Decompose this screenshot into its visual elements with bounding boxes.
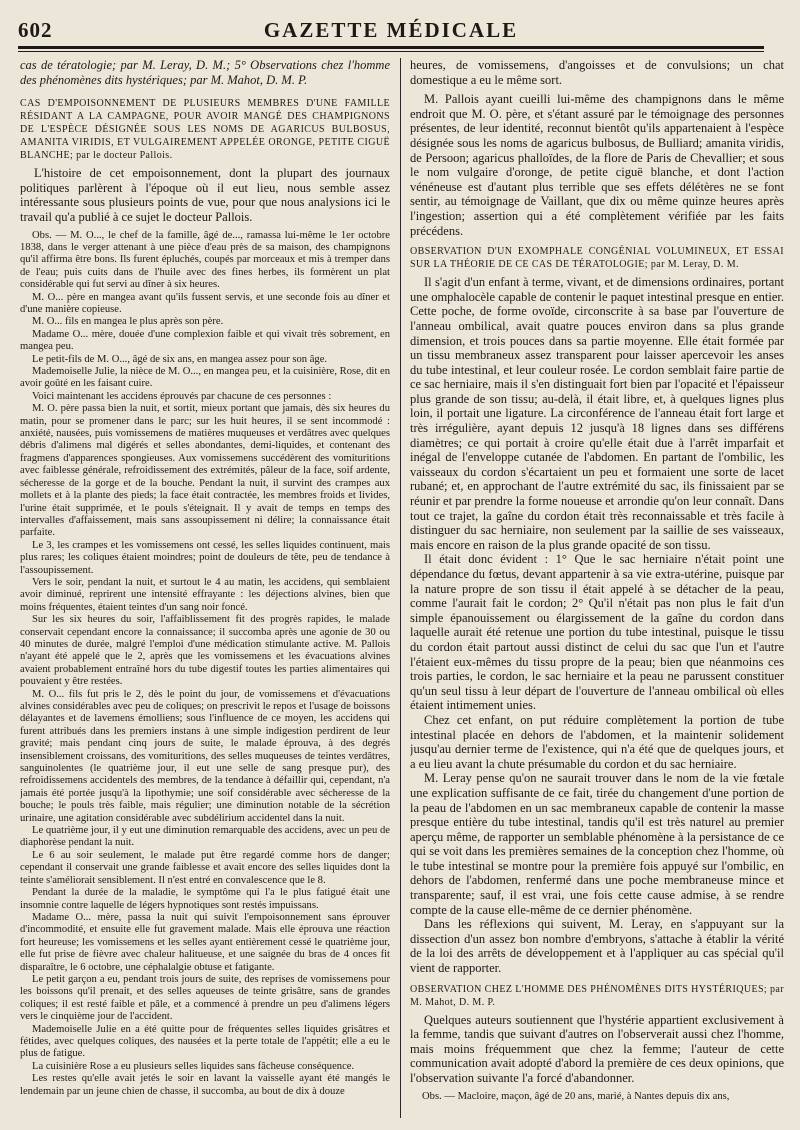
header-rule-thin <box>18 51 764 52</box>
intro-text: cas de tératologie; par M. Leray, D. M.; 5° Observations chez l'homme des phénomènes dits hystériques; par M. Mahot, D. M. P. <box>20 58 390 87</box>
header-rule-thick <box>18 46 764 49</box>
paragraph-fils-symptomes: M. O... fils fut pris le 2, dès le point du jour, de vomissemens et d'évacuations alvines considérables avec peu de coliques; on prescrivit le repos et l'usage de boissons délayantes et de lavemens émolliens; sous l'influence de ce moyen, les accidens qui furent attribués dans les premiers instans à une simple indigestion perdirent de leur gravité; mais pendant cinq jours de suite, le malade éprouva, à des degrés insensiblement croissans, des vomituritions, des selles muqueuses de teintes verdâtres, sanguinolentes (le quatrième jour, il eut une selle de sang presque pur), des refroidissemens accidentels des membres, de la tendance à défaillir qui, cependant, n'a jamais été portée jusqu'à la lipothymie; une soif considérable avec sécheresse de la bouche; le pouls très faible, mais régulier; une diminution notable de la sécrétion urinaire, une agitation considérable avec subdélirium accidentel dans la nuit. <box>20 688 390 824</box>
paragraph-vers-le-soir: Vers le soir, pendant la nuit, et surtout le 4 au matin, les accidens, qui semblaient avoir diminué, reprirent une intensité effrayante : les déjections alvines, bien que moins fréquentes, étaient teintes d'un sang noir foncé. <box>20 576 390 613</box>
paragraph-chien: Les restes qu'elle avait jetés le soir en lavant la vaisselle ayant été mangés le lendemain par un jeune chien de chasse, il succomba, au bout de dix à douze <box>20 1073 390 1097</box>
paragraph-julie: Mademoiselle Julie, la nièce de M. O..., en mangea peu, et la cuisinière, Rose, dit en avoir goûté en les faisant cuire. <box>20 366 390 390</box>
paragraph-le-3: Le 3, les crampes et les vomissemens ont cessé, les selles liquides continuent, mais plus rares; les coliques étaient moindres; point de douleurs de tête, peu de tendance à l'assoupissement. <box>20 539 390 576</box>
paragraph-petit-garcon: Le petit garçon a eu, pendant trois jours de suite, des reprises de vomissemens pour les boissons qu'il prenait, et des selles aqueuses de teinte grisâtre, sans de grandes coliques; il est resté faible et pâle, et a commencé à prendre un peu d'alimens légers vers le cinquième jour de l'accident. <box>20 973 390 1023</box>
paragraph-evident: Il était donc évident : 1° Que le sac herniaire n'était point une dépendance du fœtus, devant appartenir à sa vie extra-utérine, puisque par la nature propre de son tissu il était appelé à se détacher de la peau, comme l'aurait fait le cordon; 2° Qu'il n'était pas non plus le fait d'un simple épanouissement ou élargissement de la gaîne du cordon dans laquelle aurait été retenue une portion du tube intestinal, puisque le tissu du cordon était partout aussi distinct de celui du sac que l'un et l'autre l'étaient eux-mêmes du tissu propre de la peau; bien que néanmoins ces trois parties, le cordon, le sac herniaire et la peau ne parussent constituer qu'un seul tissu à leur départ de l'ouverture de l'anneau ombilical où elles étaient intimement unies. <box>410 552 784 713</box>
paragraph-continuation: heures, de vomissemens, d'angoisses et de convulsions; un chat domestique a eu le même sort. <box>410 58 784 87</box>
journal-title: GAZETTE MÉDICALE <box>263 18 519 42</box>
paragraph-julie-symptomes: Mademoiselle Julie en a été quitte pour de fréquentes selles liquides grisâtres et fétides, avec quelques coliques, des nausées et la perte totale de l'appétit; elle a eu le plus de fatigue. <box>20 1023 390 1060</box>
paragraph-rose: La cuisinière Rose a eu plusieurs selles liquides sans fâcheuse conséquence. <box>32 1060 355 1072</box>
paragraph-pallois: M. Pallois ayant cueilli lui-même des champignons dans le même endroit que M. O. père, et s'étant assuré par le témoignage des personnes présentes, de leur identité, reconnut bientôt qu'ils appartenaient à l'espèce désignée sous les noms de agaricus bulbosus, de Bulliard; amanita viridis, de Persoon; agaricus phalloïdes, de la flore de Paris de Chevallier; et sous le nom vulgaire d'oronge, de petite ciguë blanche, et dont l'action vénéneuse est d'autant plus terrible que ses effets délétères ne se font sentir, au témoignage de Vaillant, que dix ou même quinze heures après l'ingestion; assertion qui a été complètement vérifiée par les faits précédens. <box>410 92 784 238</box>
paragraph-accidens: Voici maintenant les accidens éprouvés par chacune de ces personnes : <box>32 390 332 402</box>
paragraph-quelques-auteurs: Quelques auteurs soutiennent que l'hystérie appartient exclusivement à la femme, tandis que suivant d'autres on l'observerait aussi chez l'homme, mais moins fréquemment que chez la femme; l'auteur de cette communication avait adopté d'abord la première de ces deux opinions, que l'observation suivante l'a forcé d'abandonner. <box>410 1012 784 1085</box>
paragraph-leray: M. Leray pense qu'on ne saurait trouver dans le nom de la vie fœtale une explication suffisante de ce fait, tirée du changement d'une portion de la peau de l'abdomen en un sac membraneux capable de contenir la masse presque entière du tube intestinal, tandis qu'il est très naturel au premier aperçu même, de rapporter un semblable phénomène à la persistance de ce qui se voit dans les premières semaines de la conception chez l'homme, où le tube intestinal se montre pour la première fois appuyé sur l'ombilic, en dehors de l'abdomen, renfermé dans une poche membraneuse mince et transparente; sauf, il est vrai, une fois cette cause admise, à se rendre compte de la cause elle-même de ce dernier phénomène. <box>410 771 784 917</box>
page-header <box>18 16 764 46</box>
paragraph-chez-cet-enfant: Chez cet enfant, on put réduire complètement la portion de tube intestinal placée en dehors de l'abdomen, et la maintenir solidement jusqu'au dernier terme de l'existence, qui n'a été que de quelques jours, et a eu lieu avant la chute présumable du cordon et du sac herniaire. <box>410 712 784 771</box>
paragraph-obs-macloire: Obs. — Macloire, maçon, âgé de 20 ans, marié, à Nantes depuis dix ans, <box>422 1090 730 1102</box>
paragraph-history: L'histoire de cet empoisonnement, dont la plupart des journaux politiques parlèrent à l'époque où il eut lieu, nous semble assez intéressante sous plusieurs points de vue, pour que nous analysions ici le travail qu'a publié à ce sujet le docteur Pallois. <box>20 166 390 224</box>
article-heading-exomphale: OBSERVATION D'UN EXOMPHALE CONGÉNIAL VOLUMINEUX, ET ESSAI SUR LA THÉORIE DE CE CAS DE TÉRATOLOGIE; par M. Leray, D. M. <box>410 246 784 271</box>
left-column <box>20 58 390 1120</box>
right-column <box>410 58 784 1120</box>
paragraph-petit-fils: Le petit-fils de M. O..., âgé de six ans, en mangea assez pour son âge. <box>32 353 328 365</box>
column-divider <box>400 58 401 1118</box>
paragraph-observation: Obs. — M. O..., le chef de la famille, âgé de..., ramassa lui-même le 1er octobre 1838, dans le verger attenant à une pièce d'eau près de sa maison, des champignons qu'il affirma être bons. Ils furent épluchés, coupés par morceaux et mis à tremper dans de l'eau; puis cuits dans de l'huile avec des fines herbes, ils formèrent un plat considérable qui fut servi au dîner à six heures. <box>20 229 390 291</box>
page-number: 602 <box>18 18 53 42</box>
paragraph-mere-symptomes: Madame O... mère, passa la nuit qui suivit l'empoisonnement sans éprouver d'incommodité, et ensuite elle fut gravement malade. Mais elle éprouva une réaction fort heureuse; les vomissemens et les selles ayant entièrement cessé le quatrième jour, elle fut prise de fièvre avec chaleur halitueuse, et une saignée du bras de 4 onces fit disparaître, le 6 octobre, une céphalalgie obtuse et fatigante. <box>20 911 390 973</box>
article-heading-hysterie: OBSERVATION CHEZ L'HOMME DES PHÉNOMÈNES DITS HYSTÉRIQUES; par M. Mahot, D. M. P. <box>410 983 784 1008</box>
paragraph-pere: M. O... père en mangea avant qu'ils fussent servis, et une seconde fois au dîner et d'une manière copieuse. <box>20 291 390 315</box>
paragraph-pere-symptomes: M. O. père passa bien la nuit, et sortit, mieux portant que jamais, dès six heures du matin, pour se promener dans le parc; sur les huit heures, il se sent incommodé : anxiété, nausées, puis vomissemens de matières muqueuses et verdâtres avec quelques débris d'alimens mal digérés et selles abondantes, demi-liquides, et contenant des fragmens d'apparences spongieuses. Aux vomissemens succédèrent des vomituritions avec faiblesse générale, refroidissement des extrémités, pâleur de la face, soif ardente, sécheresse de la gorge et de la bouche. Pendant la nuit, il survint des crampes aux mollets et à la plante des pieds; la face était contractée, les membres froids et livides, l'urine était supprimée, et le pouls s'éteignait. Il y avait de temps en temps des intervalles d'affaissement, mais sans assoupissement ni délire; la connaissance était parfaite. <box>20 403 390 539</box>
paragraph-enfant: Il s'agit d'un enfant à terme, vivant, et de dimensions ordinaires, portant une omphalocèle capable de contenir le paquet intestinal presque en entier. Cette poche, de forme ovoïde, circonscrite à sa base par l'ouverture de l'anneau ombilical, avait quatre pouces environ dans sa plus grande dimension, et trois pouces dans sa partie moyenne. Elle était formée par un tissu membraneux assez transparent pour laisser apercevoir les anses du tube intestinal, et leur couleur rosée. Le cordon semblait faire partie de ce sac herniaire, mais il s'en distinguait fort bien par l'opacité et l'épaisseur plus grande de son tissu; au-delà, il était libre, et, à quelques lignes plus loin, il portait une ligature. La circonférence de l'anneau était fort large et très irrégulière, ayant depuis 12 jusqu'à 18 lignes dans ses différens diamètres; ce qui portait à croire qu'elle était due à l'arrêt imparfait et inégal de l'enveloppe cutanée de l'abdomen. En partant de l'ombilic, les vaisseaux du cordon s'écartaient un peu et formaient une sorte de lacet rubané; et, en approchant de l'autre extrémité du sac, ils finissaient par se réunir et par prendre la forme noueuse et arrondie qu'on leur connaît. Dans tout ce trajet, la gaîne du cordon était très reconnaissable et très facile à distinguer du sac herniaire, non seulement par la saillie de ses vaisseaux, mais encore en raison de la plus grande opacité de son tissu. <box>410 275 784 552</box>
article-heading-empoisonnement: CAS D'EMPOISONNEMENT DE PLUSIEURS MEMBRES D'UNE FAMILLE RÉSIDANT A LA CAMPAGNE, POUR AVOIR MANGÉ DES CHAMPIGNONS DE L'ESPÈCE DÉSIGNÉE SOUS LES NOMS DE AGARICUS BULBOSUS, AMANITA VIRIDIS, ET VULGAIREMENT APPELÉE ORONGE, PETITE CIGUË BLANCHE; par le docteur Pallois. <box>20 98 390 162</box>
paragraph-insomnie: Pendant la durée de la maladie, le symptôme qui l'a le plus fatigué était une insomnie contre laquelle de légers hypnotiques sont restés impuissans. <box>20 887 390 911</box>
paragraph-mere: Madame O... mère, douée d'une complexion faible et qui vivait très sobrement, en mangea peu. <box>20 328 390 353</box>
paragraph-le-6: Le 6 au soir seulement, le malade put être regardé comme hors de danger; cependant il conservait une grande faiblesse et avait encore des selles liquides dont la teinte s'améliorait sensiblement. Il n'est entré en convalescence que le 8. <box>20 849 390 886</box>
paragraph-reflexions: Dans les réflexions qui suivent, M. Leray, en s'appuyant sur la dissection d'un assez bon nombre d'embryons, s'attache à établir la vérité de la loi des arrêts de développement et à l'appliquer au cas spécial qu'il vient de rapporter. <box>410 917 784 976</box>
paragraph-six-heures: Sur les six heures du soir, l'affaiblissement fit des progrès rapides, le malade conservait cependant encore la connaissance; il succomba après une agonie de 30 ou 40 minutes de durée, malgré l'emploi d'une médication stimulante active. M. Pallois n'ayant été appelé que le 2, après que les vomissemens et les évacuations alvines avaient probablement entraîné hors du tube digestif toutes les parties alimentaires qui pouvaient y être restées. <box>20 614 390 688</box>
paragraph-quatrieme-jour: Le quatrième jour, il y eut une diminution remarquable des accidens, avec un peu de diaphorèse pendant la nuit. <box>20 825 390 849</box>
paragraph-fils: M. O... fils en mangea le plus après son père. <box>32 316 224 328</box>
